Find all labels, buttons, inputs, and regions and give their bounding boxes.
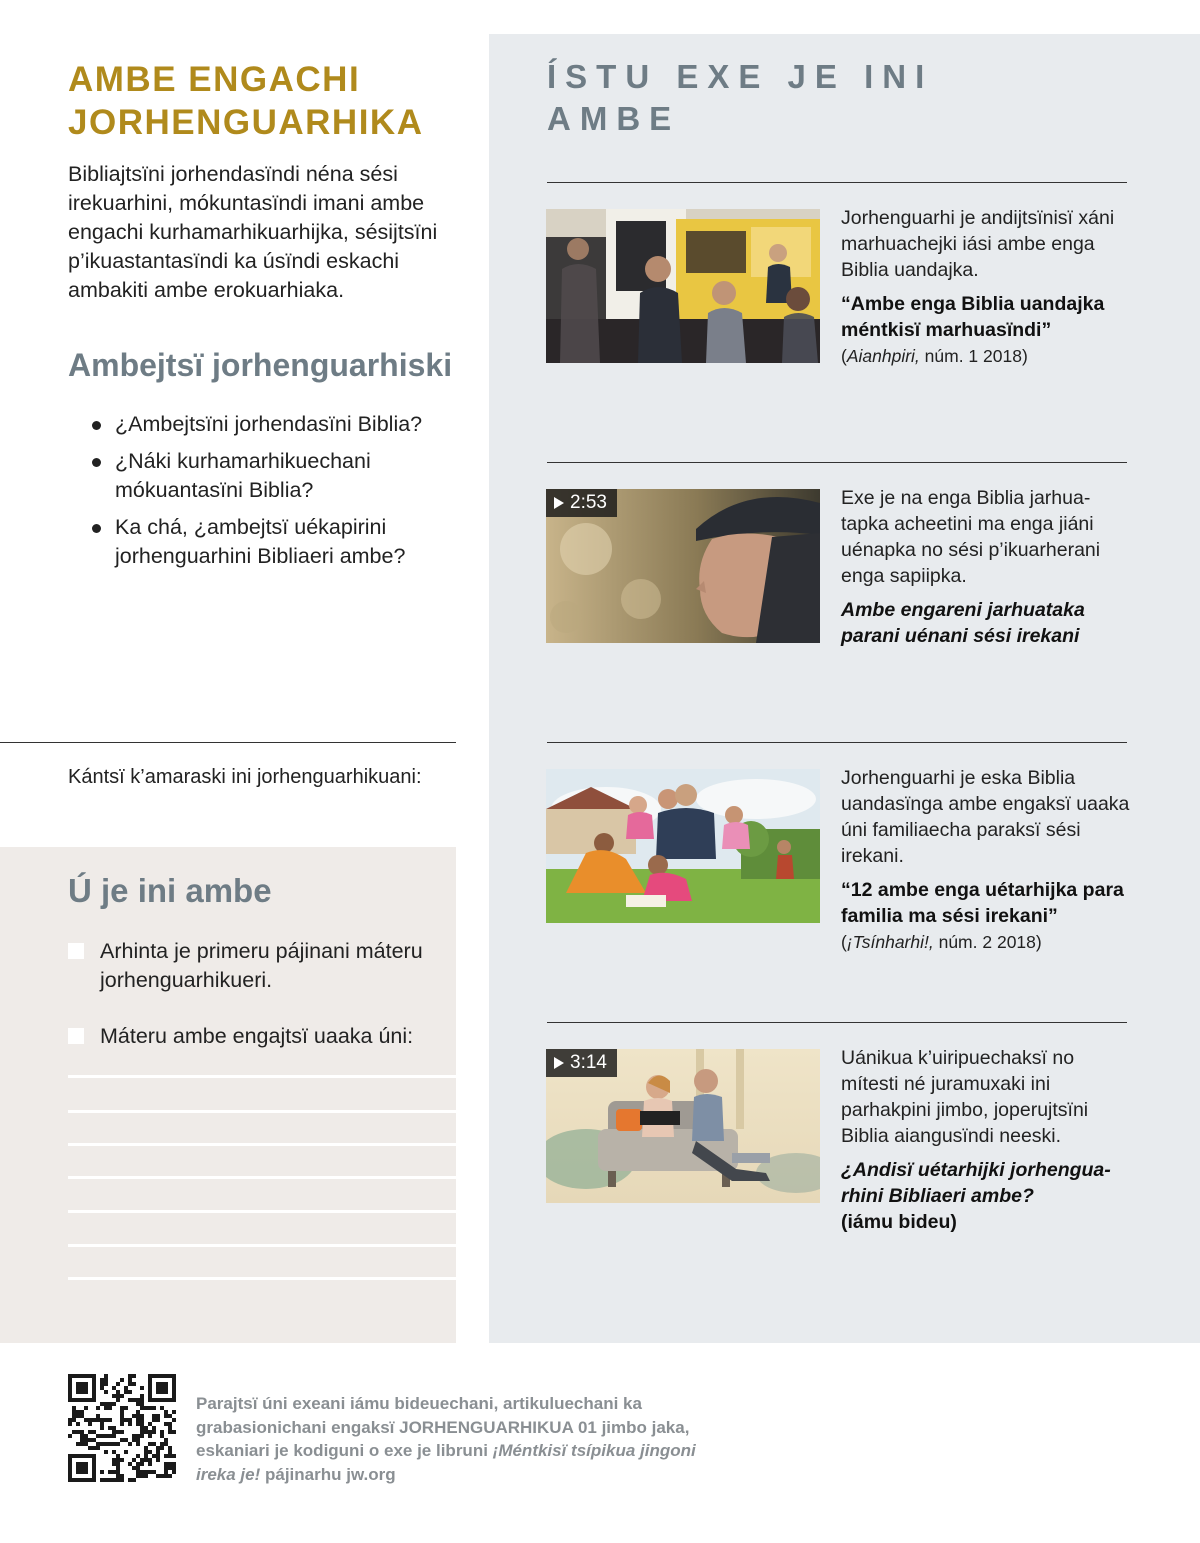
divider: [547, 1022, 1127, 1023]
resource-description: Jorhenguarhi je andijtsïnisï xáni marhuachejki iási ambe enga Biblia uandajka.: [841, 207, 1115, 281]
checkbox[interactable]: [68, 1028, 84, 1044]
source-title: Aianhpiri,: [846, 346, 920, 366]
writing-line[interactable]: [68, 1210, 456, 1213]
question-item: Ka chá, ¿ambejtsï uékapirini jorhenguarhini Bibliaeri ambe?: [92, 513, 462, 571]
homework-item-label: Máteru ambe engajtsï uaaka úni:: [100, 1024, 414, 1048]
writing-line[interactable]: [68, 1075, 456, 1078]
questions-heading: Ambejtsï jorhenguarhiski: [68, 347, 453, 383]
resource-source: (Aianhpiri, núm. 1 2018): [841, 346, 1028, 366]
footer-text-part2: pájinarhu jw.org: [260, 1464, 396, 1484]
checkbox[interactable]: [68, 943, 84, 959]
homework-title: Ú je ini ambe: [68, 872, 272, 909]
play-icon: [554, 497, 564, 509]
play-icon: [554, 1057, 564, 1069]
question-item: ¿Náki kurhamarhikuechani mókuantasïni Biblia?: [92, 447, 462, 505]
family-collage-illustration[interactable]: [546, 769, 820, 923]
resource-link[interactable]: “12 ambe enga uétarhijka para familia ma sési irekani”: [841, 879, 1124, 927]
resource-entry: [841, 205, 1131, 369]
video-duration-badge: [546, 1049, 617, 1077]
footer-text: [196, 1392, 716, 1486]
resource-description: Jorhenguarhi je eska Biblia uandasïnga ambe engaksï uaaka úni familiaecha paraksï sési irekani.: [841, 767, 1130, 867]
source-issue: núm. 1 2018): [919, 346, 1028, 366]
source-title: ¡Tsínharhi!,: [846, 932, 934, 952]
resource-link[interactable]: Ambe engareni jarhuataka parani uénani sési irekani: [841, 599, 1085, 647]
page-title: AMBE ENGACHI JORHENGUARHIKA: [68, 60, 424, 142]
homework-panel: [0, 847, 456, 1343]
intro-text: Bibliajtsïni jorhendasïndi néna sési irekuarhini, mókuntasïndi imani ambe engachi kurhamarhikuarhijka, sésijtsïni p’ikuastantasïndi ka úsïndi eskachi ambakiti ambe erokuarhiaka.: [68, 162, 438, 302]
commuters-reading-bible-photo[interactable]: [546, 209, 820, 363]
homework-item-label: Arhinta je primeru pájinani máteru jorhenguarhikueri.: [100, 939, 423, 992]
divider: [547, 742, 1127, 743]
writing-line[interactable]: [68, 1143, 456, 1146]
resource-entry: [841, 1045, 1131, 1235]
writing-line[interactable]: [68, 1176, 456, 1179]
resource-source: (¡Tsínharhi!, núm. 2 2018): [841, 932, 1042, 952]
book-title: ¡Méntkisï tsípikua jingoni ireka je!: [196, 1441, 696, 1484]
resource-note: (iámu bideu): [841, 1211, 957, 1233]
resource-link[interactable]: “Ambe enga Biblia uandajka méntkisï marhuasïndi”: [841, 293, 1105, 341]
resource-description: Uánikua k’uiripuechaksï no mítesti né juramuxaki ini parhakpini jimbo, joperujtsïni Biblia aiangusïndi neeski.: [841, 1047, 1089, 1147]
source-issue: núm. 2 2018): [933, 932, 1042, 952]
writing-line[interactable]: [68, 1244, 456, 1247]
resource-description: Exe je na enga Biblia jarhuatapka acheetini ma enga jiáni uénapka no sési p’ikuarherani enga sapiipka.: [841, 487, 1101, 587]
question-item: ¿Ambejtsïni jorhendasïni Biblia?: [92, 410, 462, 439]
divider: [547, 182, 1127, 183]
couple-reading-on-sofa-illustration[interactable]: [546, 1049, 820, 1203]
qr-code-icon[interactable]: [68, 1374, 176, 1482]
resources-title: ÍSTU EXE JE INI AMBE: [547, 58, 934, 137]
resource-entry: [841, 485, 1131, 649]
resource-link[interactable]: ¿Andisï uétarhijki jorhenguarhini Bibliaeri ambe?: [841, 1159, 1111, 1207]
homework-item: [68, 1022, 438, 1051]
writing-line[interactable]: [68, 1110, 456, 1113]
video-duration: 2:53: [570, 492, 607, 513]
resource-entry: [841, 765, 1131, 955]
questions-list: [92, 410, 462, 579]
footer-text-part1: Parajtsï úni exeani iámu bideuechani, artikuluechani ka grabasionichani engaksï JORHENGUARHIKUA 01 jimbo jaka, eskaniari je kodiguni o exe je libruni: [196, 1394, 690, 1460]
writing-line[interactable]: [68, 1277, 456, 1280]
video-duration: 3:14: [570, 1052, 607, 1073]
video-duration-badge: [546, 489, 617, 517]
notes-label: Kántsï k’amaraski ini jorhenguarhikuani:: [68, 766, 422, 788]
divider: [0, 742, 456, 743]
homework-item: [68, 937, 438, 995]
divider: [547, 462, 1127, 463]
man-in-cap-photo[interactable]: [546, 489, 820, 643]
